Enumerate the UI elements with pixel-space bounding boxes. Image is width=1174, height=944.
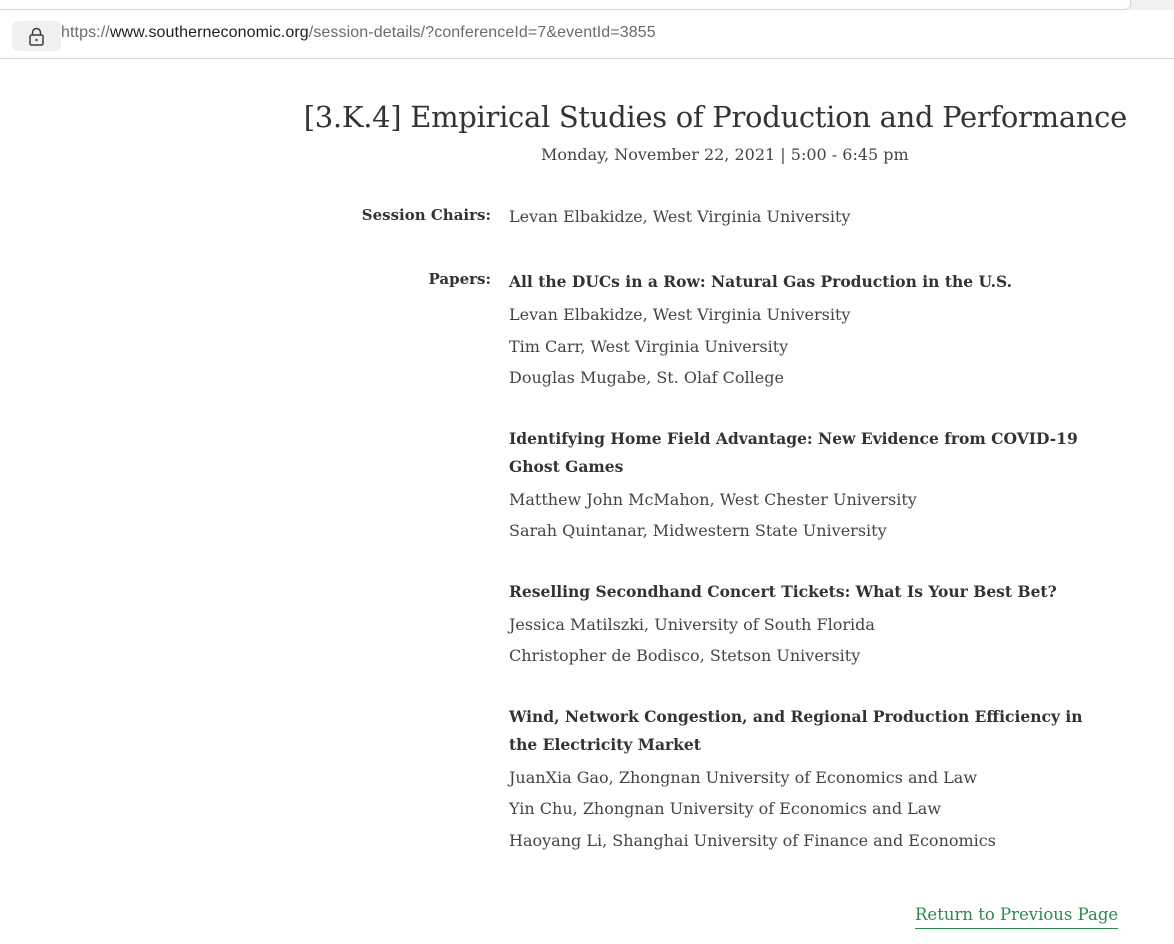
paper-item (509, 425, 1129, 547)
papers-list (509, 268, 1129, 887)
paper-author: Levan Elbakidze, West Virginia University (509, 305, 851, 324)
paper-author: Douglas Mugabe, St. Olaf College (509, 368, 784, 387)
paper-author: Tim Carr, West Virginia University (509, 336, 789, 356)
paper-item (509, 578, 1129, 672)
site-info-button[interactable] (12, 21, 61, 51)
return-to-previous-page-link[interactable]: Return to Previous Page (915, 905, 1118, 929)
lock-icon (28, 27, 45, 46)
url-domain: www.southerneconomic.org (109, 24, 309, 41)
session-date: Monday, November 22, 2021 | 5:00 - 6:45 pm (541, 145, 909, 164)
paper-item (509, 703, 1129, 857)
paper-title: Wind, Network Congestion, and Regional Production Efficiency in the Electricity Market (509, 706, 1083, 754)
paper-item (509, 268, 1129, 394)
page-title: [3.K.4] Empirical Studies of Production and Performance (303, 100, 1127, 134)
url-path: /session-details/?conferenceId=7&eventId=3855 (308, 24, 656, 41)
paper-author: Christopher de Bodisco, Stetson University (509, 646, 861, 665)
paper-author: Matthew John McMahon, West Chester University (509, 489, 917, 509)
paper-title: Reselling Secondhand Concert Tickets: What Is Your Best Bet? (509, 581, 1057, 601)
url-text[interactable] (61, 24, 656, 42)
paper-author: Yin Chu, Zhongnan University of Economics and Law (509, 799, 942, 818)
paper-author: Sarah Quintanar, Midwestern State University (509, 521, 887, 540)
session-chairs-label: Session Chairs: (361, 206, 491, 224)
url-field[interactable] (4, 16, 1170, 52)
paper-author: Haoyang Li, Shanghai University of Finance and Economics (509, 830, 996, 850)
browser-tab-strip (0, 0, 1174, 10)
paper-title: All the DUCs in a Row: Natural Gas Production in the U.S. (509, 272, 1013, 291)
paper-author: Jessica Matilszki, University of South Florida (509, 614, 875, 634)
browser-address-bar (0, 10, 1174, 59)
browser-active-tab[interactable] (0, 0, 1131, 10)
papers-label: Papers: (428, 270, 491, 288)
session-chair: Levan Elbakidze, West Virginia University (509, 207, 851, 226)
paper-author: JuanXia Gao, Zhongnan University of Economics and Law (509, 767, 978, 787)
url-scheme: https:// (61, 24, 110, 41)
paper-title: Identifying Home Field Advantage: New Evidence from COVID-19 Ghost Games (509, 428, 1078, 476)
